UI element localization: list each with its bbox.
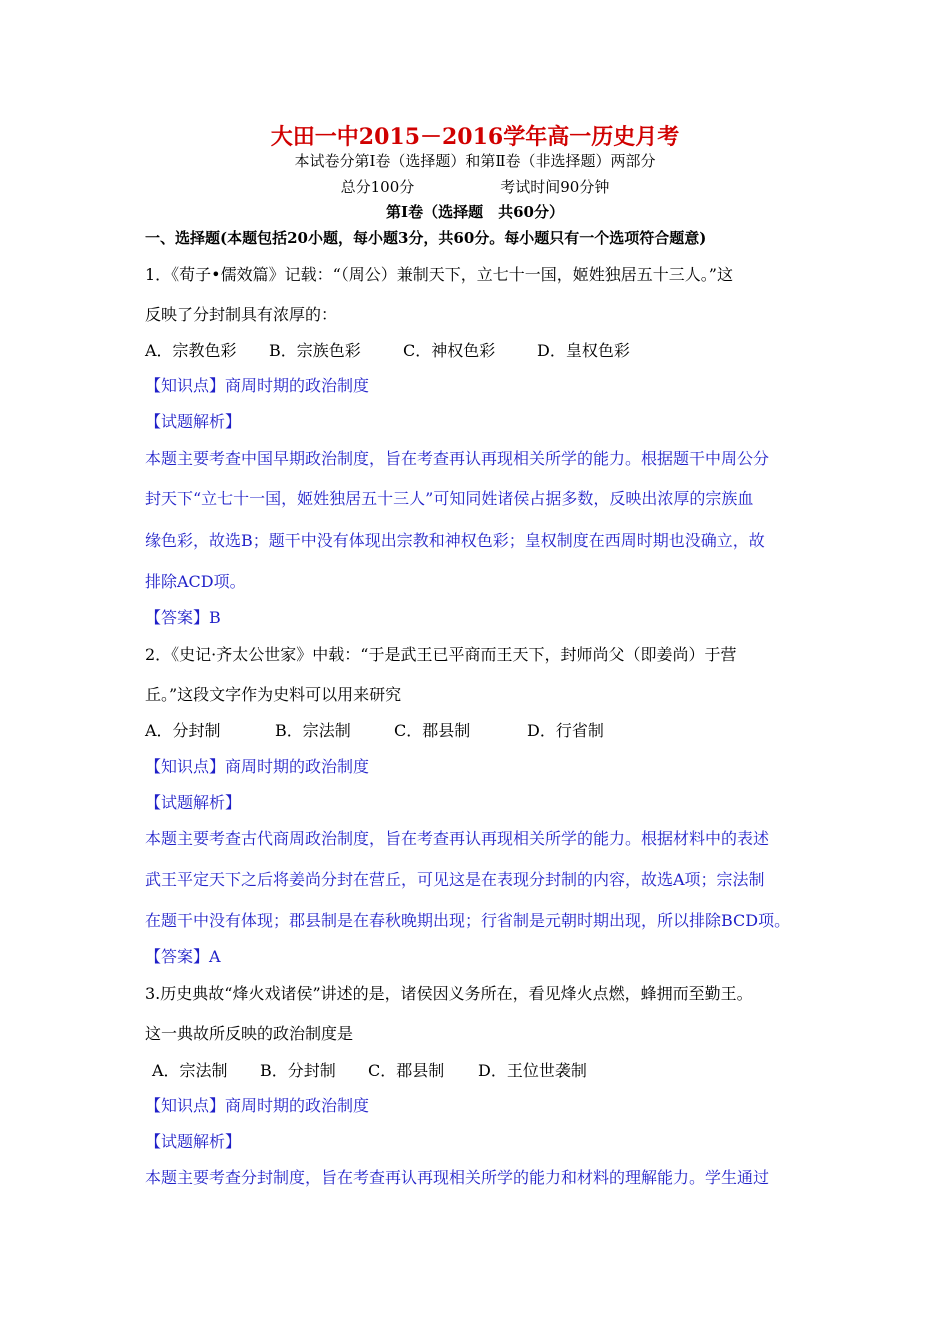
q1-option-d: D．皇权色彩: [537, 341, 630, 360]
q2-stem-line1: 2．《史记·齐太公世家》中载：“于是武王已平商而王天下，封师尚父（即姜尚）于营: [145, 645, 737, 664]
q1-analysis-line3: 缘色彩，故选B；题干中没有体现出宗教和神权色彩；皇权制度在西周时期也没确立，故: [145, 531, 765, 550]
q1-knowledge: [145, 376, 369, 396]
q2-option-d: D．行省制: [527, 721, 604, 740]
q2-analysis-line1: 本题主要考查古代商周政治制度，旨在考查再认再现相关所学的能力。根据材料中的表述: [145, 829, 770, 848]
q1-option-b: B．宗族色彩: [269, 341, 361, 360]
exam-title: 大田一中2015－2016学年高一历史月考: [270, 124, 680, 150]
q1-analysis-label: 【试题解析】: [145, 412, 242, 431]
q3-options: [152, 1061, 587, 1081]
q3-analysis-line1: 本题主要考查分封制度，旨在考查再认再现相关所学的能力和材料的理解能力。学生通过: [145, 1168, 770, 1187]
exam-subtitle: 本试卷分第Ⅰ卷（选择题）和第Ⅱ卷（非选择题）两部分: [294, 152, 656, 170]
q1-analysis-line1: 本题主要考查中国早期政治制度，旨在考查再认再现相关所学的能力。根据题干中周公分: [145, 449, 770, 468]
knowledge-label: 【知识点】: [145, 1096, 226, 1115]
q3-option-b: B．分封制: [260, 1061, 336, 1080]
q2-analysis-label: 【试题解析】: [145, 793, 242, 812]
q2-options: [145, 721, 604, 741]
answer-label: 【答案】: [145, 947, 210, 966]
q3-analysis-label: 【试题解析】: [145, 1132, 242, 1151]
q3-option-c: C．郡县制: [368, 1061, 445, 1080]
q3-stem-line2: 这一典故所反映的政治制度是: [145, 1024, 354, 1043]
q2-option-a: A．分封制: [145, 721, 221, 740]
q3-stem-line1: 3.历史典故“烽火戏诸侯”讲述的是，诸侯因义务所在，看见烽火点燃，蜂拥而至勤王。: [145, 984, 753, 1003]
q1-option-a: A．宗教色彩: [145, 341, 237, 360]
q2-option-b: B．宗法制: [275, 721, 351, 740]
q2-analysis-line3: 在题干中没有体现；郡县制是在春秋晚期出现；行省制是元朝时期出现，所以排除BCD项。: [145, 911, 791, 930]
q1-option-c: C．神权色彩: [403, 341, 496, 360]
knowledge-text: 商周时期的政治制度: [225, 757, 370, 776]
knowledge-text: 商周时期的政治制度: [225, 1096, 370, 1115]
exam-meta: [0, 177, 950, 197]
q3-knowledge: [145, 1096, 369, 1116]
knowledge-label: 【知识点】: [145, 376, 226, 395]
answer-value: B: [209, 608, 221, 627]
part1-title: 第Ⅰ卷（选择题 共60分）: [386, 203, 564, 221]
total-score: 总分100分: [340, 178, 415, 196]
q1-analysis-line4: 排除ACD项。: [145, 572, 246, 591]
q3-option-d: D．王位世袭制: [478, 1061, 587, 1080]
q1-options: [145, 341, 630, 361]
answer-label: 【答案】: [145, 608, 210, 627]
answer-value: A: [209, 947, 221, 966]
knowledge-label: 【知识点】: [145, 757, 226, 776]
q1-answer: [145, 608, 221, 628]
q2-option-c: C．郡县制: [394, 721, 471, 740]
q2-knowledge: [145, 757, 369, 777]
q1-analysis-line2: 封天下“立七十一国，姬姓独居五十三人”可知同姓诸侯占据多数，反映出浓厚的宗族血: [145, 489, 754, 508]
q2-stem-line2: 丘。”这段文字作为史料可以用来研究: [145, 685, 402, 704]
q2-analysis-line2: 武王平定天下之后将姜尚分封在营丘，可见这是在表现分封制的内容，故选A项；宗法制: [145, 870, 765, 889]
q3-option-a: A．宗法制: [152, 1061, 228, 1080]
section1-heading: 一、选择题(本题包括20小题，每小题3分，共60分。每小题只有一个选项符合题意): [145, 229, 707, 247]
exam-time: 考试时间90分钟: [500, 178, 610, 196]
q1-stem-line1: 1．《荀子•儒效篇》记载：“（周公）兼制天下，立七十一国，姬姓独居五十三人。”这: [145, 265, 733, 284]
knowledge-text: 商周时期的政治制度: [225, 376, 370, 395]
q2-answer: [145, 947, 221, 967]
q1-stem-line2: 反映了分封制具有浓厚的：: [145, 305, 338, 324]
